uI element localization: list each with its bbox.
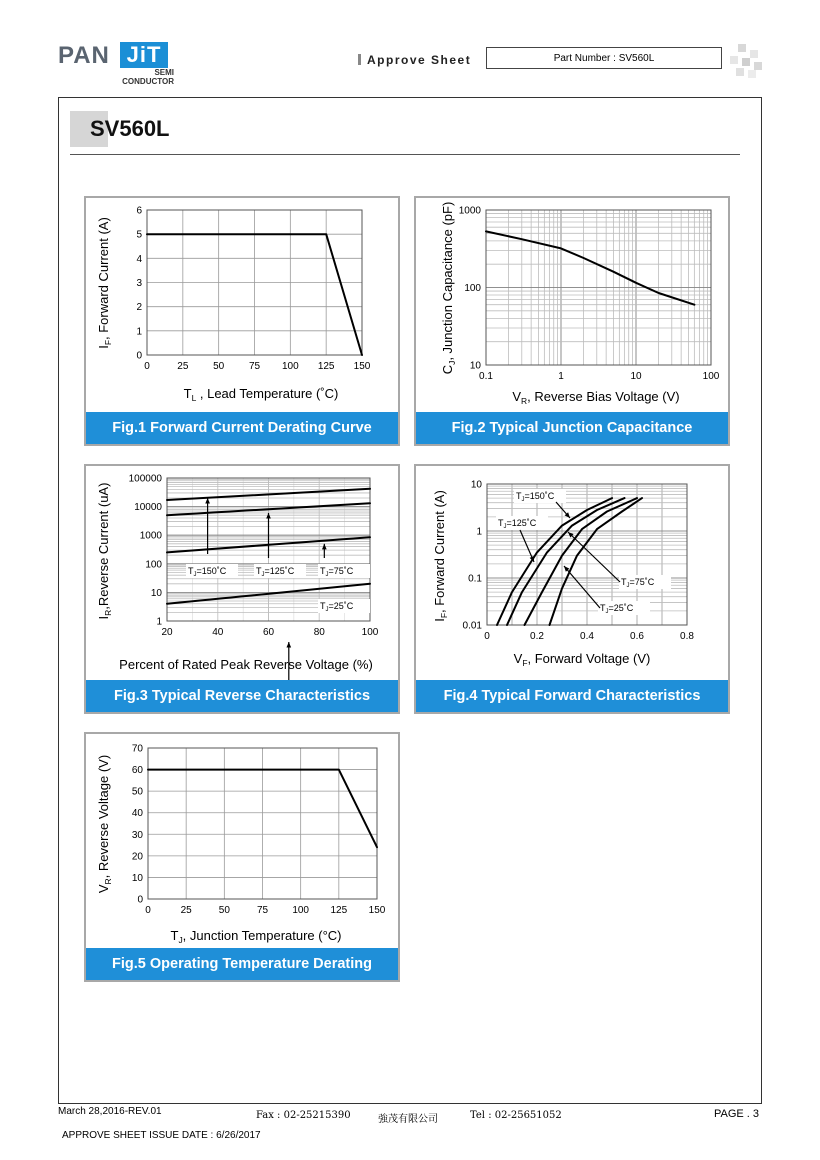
fig3-caption: Fig.3 Typical Reverse Characteristics — [86, 680, 398, 712]
y-tick-label: 100 — [145, 559, 162, 571]
fig4-label-125: $T_J=125˚C$ — [498, 518, 537, 530]
fig2-caption: Fig.2 Typical Junction Capacitance — [416, 412, 728, 444]
fig4-panel — [414, 464, 730, 714]
x-tick-label: 125 — [317, 361, 335, 372]
y-tick-label: 10 — [469, 360, 481, 372]
y-tick-label: 1 — [476, 526, 482, 538]
y-tick-label: 2 — [136, 302, 142, 314]
logo-pan-text: PAN — [58, 42, 110, 69]
x-tick-label: 0 — [144, 361, 150, 372]
x-tick-label: 25 — [177, 361, 189, 372]
company-name-text: 強茂有限公司 — [378, 1114, 438, 1125]
y-tick-label: 0 — [136, 350, 142, 362]
logo-semi-text — [58, 68, 174, 86]
fig4-label-150: $T_J=150˚C$ — [516, 491, 555, 503]
fig3-label-25: $T_J=25˚C$ — [320, 601, 354, 613]
page-number: PAGE . 3 — [714, 1108, 760, 1120]
y-tick-label: 3 — [136, 278, 142, 289]
approve-sheet-text: Approve Sheet — [367, 53, 472, 67]
fig2-y-axis-label: $C_J$, Junction Capacitance (pF) — [440, 201, 457, 375]
x-tick-label: 80 — [313, 627, 325, 638]
x-tick-label: 20 — [161, 627, 173, 638]
y-tick-label: 0 — [137, 894, 143, 906]
fig5-y-axis-label: $V_R$, Reverse Voltage (V) — [96, 754, 113, 894]
fig3-arrow-125-head — [266, 513, 271, 519]
y-tick-label: 10 — [150, 587, 162, 599]
fig1-y-axis-label: $I_F$, Forward Current (A) — [96, 217, 113, 349]
x-tick-label: 0 — [145, 905, 151, 916]
y-tick-label: 6 — [136, 205, 142, 217]
fig4-y-axis-label: $I_F$, Forward Current (A) — [432, 490, 449, 622]
fig3-arrow-xlabel-head — [286, 642, 291, 648]
y-tick-label: 5 — [136, 229, 142, 241]
y-tick-label: 70 — [131, 743, 143, 755]
series-line-1 — [486, 231, 694, 304]
y-tick-label: 1 — [156, 616, 162, 628]
fig2-chart — [416, 198, 728, 412]
y-tick-label: 40 — [131, 808, 143, 820]
logo-jit-text: JiT — [120, 42, 168, 68]
fig3-label-75: $T_J=75˚C$ — [320, 566, 354, 578]
fig3-y-axis-label: $I_R,Reverse$ Current (uA) — [96, 482, 113, 620]
grid — [148, 748, 377, 899]
approve-sheet-label — [358, 53, 471, 67]
x-tick-label: 60 — [262, 627, 275, 638]
fig1-chart — [86, 198, 398, 412]
x-tick-label: 75 — [248, 361, 261, 372]
fig3-label-150: $T_J=150˚C$ — [188, 566, 227, 578]
fig3-x-axis-label: Percent of Rated Peak Reverse Voltage (%) — [119, 657, 373, 672]
y-tick-label: 10 — [470, 479, 482, 491]
fig5-caption: Fig.5 Operating Temperature Derating — [86, 948, 398, 980]
fig2-x-axis-label: $V_R$, Reverse Bias Voltage (V) — [512, 389, 680, 406]
y-tick-label: 1 — [136, 326, 142, 338]
x-tick-label: 0.1 — [479, 371, 493, 382]
fig5-panel — [84, 732, 400, 982]
tel-text: Tel : 02-25651052 — [470, 1110, 562, 1121]
logo-conductor: CONDUCTOR — [122, 77, 174, 86]
x-tick-label: 50 — [213, 361, 225, 372]
y-tick-label: 60 — [131, 765, 143, 777]
x-tick-label: 10 — [630, 371, 642, 382]
x-tick-label: 0 — [484, 631, 490, 642]
x-tick-label: 125 — [330, 905, 348, 916]
fig4-x-axis-label: $V_F$, Forward Voltage (V) — [513, 651, 651, 668]
y-tick-label: 10 — [131, 872, 143, 884]
revision-text: March 28,2016-REV.01 — [58, 1106, 162, 1117]
x-tick-label: 100 — [281, 361, 299, 372]
x-tick-label: 0.6 — [630, 631, 644, 642]
fig4-label-75: $T_J=75˚C$ — [621, 577, 655, 589]
y-tick-label: 30 — [131, 829, 143, 841]
x-tick-label: 100 — [702, 371, 720, 382]
y-tick-label: 1000 — [139, 530, 162, 542]
y-tick-label: 0.1 — [468, 573, 482, 585]
grid — [147, 210, 362, 355]
fig4-label-25: $T_J=25˚C$ — [600, 603, 634, 615]
fax-text: Fax : 02-25215390 — [256, 1110, 351, 1121]
issue-date-text: APPROVE SHEET ISSUE DATE : 6/26/2017 — [62, 1130, 261, 1141]
fig4-chart — [416, 466, 728, 680]
y-tick-label: 50 — [131, 786, 143, 798]
x-tick-label: 150 — [353, 361, 371, 372]
x-tick-label: 40 — [212, 627, 224, 638]
fig2-panel — [414, 196, 730, 446]
x-tick-label: 50 — [218, 905, 230, 916]
y-tick-label: 20 — [131, 851, 143, 863]
fig1-panel — [84, 196, 400, 446]
logo-semi: SEMI — [154, 68, 174, 77]
y-tick-label: 10000 — [134, 502, 162, 514]
y-tick-label: 100000 — [128, 473, 162, 485]
x-tick-label: 25 — [180, 905, 192, 916]
y-tick-label: 1000 — [458, 205, 481, 217]
y-tick-label: 100 — [464, 283, 481, 294]
approve-bar-icon — [358, 54, 361, 65]
fig1-caption: Fig.1 Forward Current Derating Curve — [86, 412, 398, 444]
company-logo — [58, 42, 178, 86]
grid — [486, 210, 711, 365]
x-tick-label: 100 — [292, 905, 310, 916]
fig3-panel — [84, 464, 400, 714]
fig4-caption: Fig.4 Typical Forward Characteristics — [416, 680, 728, 712]
page-title: SV560L — [90, 116, 170, 141]
checker-decoration-icon — [726, 44, 762, 78]
y-tick-label: 0.01 — [462, 620, 482, 632]
x-tick-label: 75 — [256, 905, 269, 916]
fig3-chart — [86, 466, 398, 680]
x-tick-label: 0.8 — [680, 631, 694, 642]
x-tick-label: 150 — [368, 905, 386, 916]
x-tick-label: 0.2 — [530, 631, 544, 642]
fig5-chart — [86, 734, 398, 948]
fig5-x-axis-label: $T_J$, Junction Temperature (°C) — [170, 928, 342, 945]
y-tick-label: 4 — [136, 253, 142, 265]
x-tick-label: 100 — [361, 627, 379, 638]
fig4-arrow-25 — [564, 566, 600, 608]
x-tick-label: 1 — [558, 371, 564, 382]
fig1-x-axis-label: $T_L$ , Lead Temperature (˚C) — [183, 386, 339, 403]
x-tick-label: 0.4 — [580, 631, 594, 642]
title-divider — [70, 154, 740, 155]
part-number-box: Part Number : SV560L — [486, 47, 722, 69]
fig3-label-125: $T_J=125˚C$ — [256, 566, 295, 578]
